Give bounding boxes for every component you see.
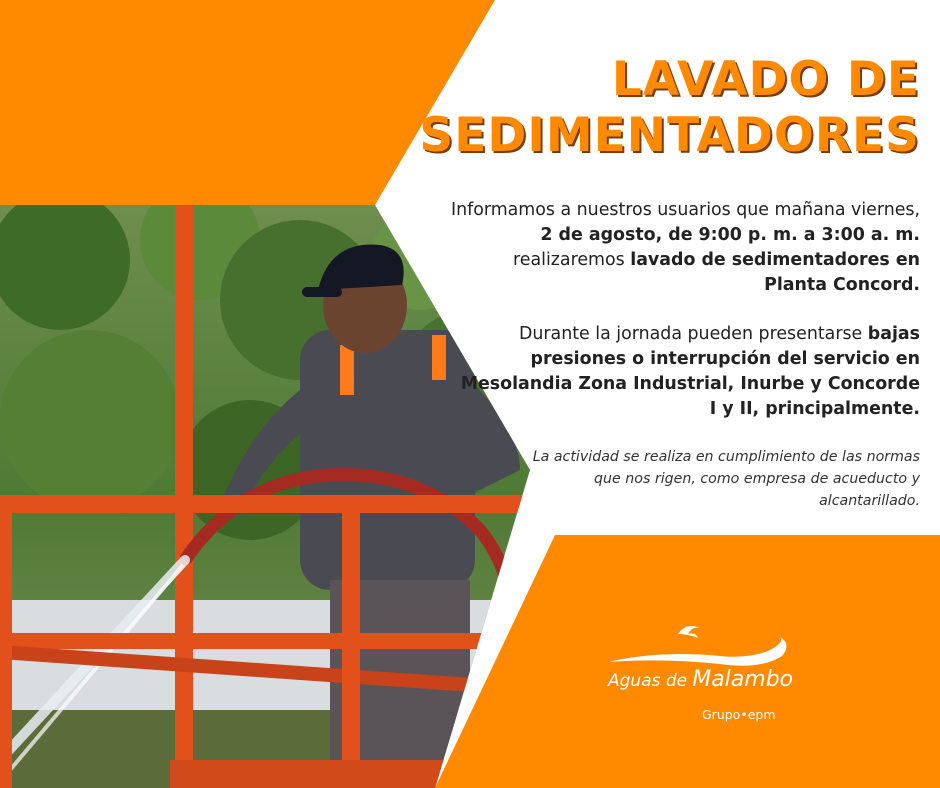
logo-name [608,667,793,692]
title-line-2: SEDIMENTADORES [419,108,920,163]
para1-bold-activity: lavado de sedimentadores en Planta Concord. [630,250,920,295]
logo-name-big: Malambo [692,667,794,692]
page-title [400,52,920,164]
para2-text-1: Durante la jornada pueden presentarse [518,324,868,344]
compliance-note: La actividad se realiza en cumplimiento de las normas que nos rigen, como empresa de acueducto y alcantarillado. [532,449,920,509]
para1-bold-date: 2 de agosto, de 9:00 p. m. a 3:00 a. m. [540,225,920,245]
logo-wave-icon [600,612,820,672]
para1-text-2: realizaremos [513,250,631,270]
logo-group: Grupo•epm [702,707,776,722]
title-line-1: LAVADO DE [611,52,920,107]
para1-text-1: Informamos a nuestros usuarios que mañana viernes, [450,200,920,220]
aguas-de-malambo-logo [600,612,820,732]
logo-name-small: Aguas de [608,671,688,691]
affected-areas-paragraph [450,322,920,422]
para2-bold-areas: bajas presiones o interrupción del servicio en Mesolandia Zona Industrial, Inurbe y Concorde I y II, principalmente. [460,324,920,419]
announcement-paragraph [450,198,920,298]
